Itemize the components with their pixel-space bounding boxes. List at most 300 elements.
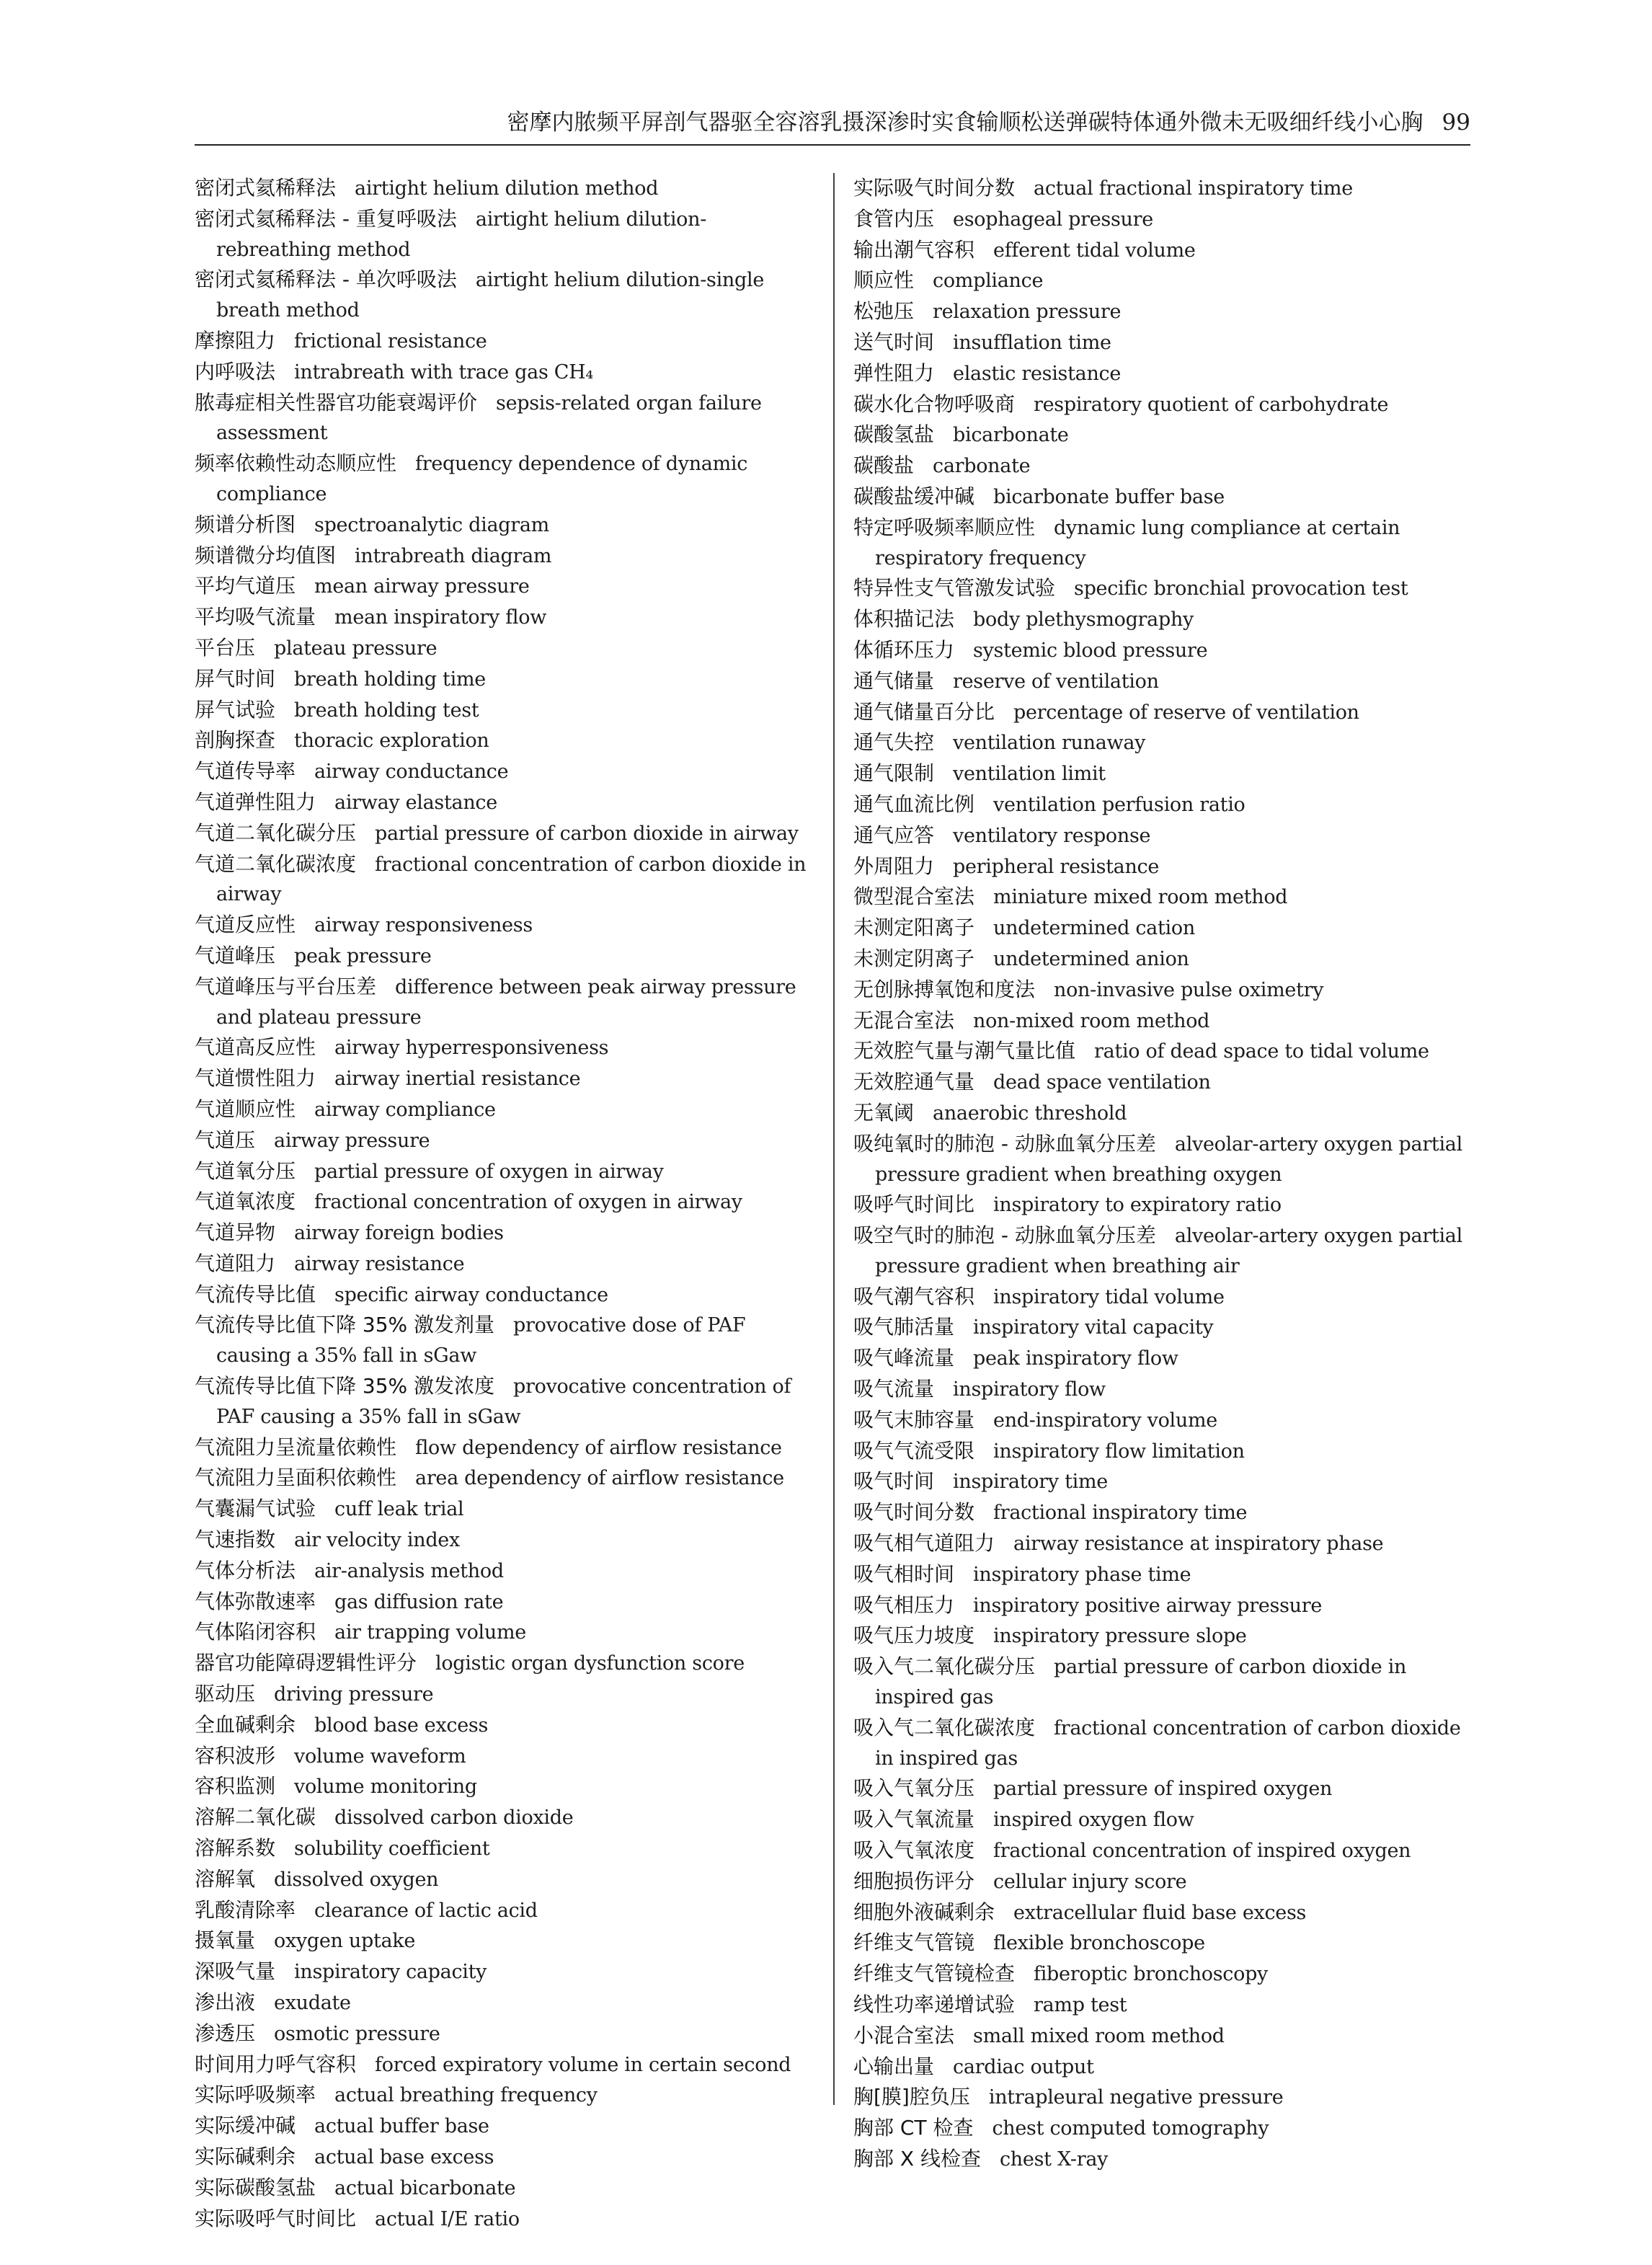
term-chinese: 平均气道压	[195, 574, 296, 598]
term-english: partial pressure of oxygen in airway	[314, 1160, 664, 1183]
term-english: peak inspiratory flow	[973, 1347, 1178, 1370]
glossary-entry	[195, 1987, 813, 2018]
term-english: respiratory quotient of carbohydrate	[1034, 393, 1389, 416]
term-english: cardiac output	[953, 2055, 1094, 2078]
term-chinese: 气体陷闭容积	[195, 1620, 316, 1644]
glossary-entry	[195, 1802, 813, 1833]
glossary-entry	[195, 1494, 813, 1525]
glossary-entry	[195, 633, 813, 664]
term-chinese: 内呼吸法	[195, 359, 276, 384]
term-chinese: 胸部 CT 检查	[853, 2116, 974, 2140]
term-chinese: 容积监测	[195, 1774, 276, 1799]
term-chinese: 溶解二氧化碳	[195, 1805, 316, 1830]
glossary-entry	[195, 695, 813, 726]
glossary-entry	[853, 666, 1472, 697]
term-chinese: 吸气相气道阻力	[853, 1531, 995, 1556]
term-english: specific airway conductance	[334, 1283, 608, 1306]
term-chinese: 实际吸气时间分数	[853, 176, 1016, 200]
glossary-entry	[195, 1187, 813, 1218]
glossary-entry	[195, 1864, 813, 1895]
term-chinese: 气流传导比值下降 35% 激发浓度	[195, 1374, 495, 1399]
glossary-entry	[853, 573, 1472, 604]
term-english: dynamic lung compliance at certain respiratory frequency	[875, 516, 1400, 569]
term-chinese: 未测定阴离子	[853, 946, 975, 970]
term-chinese: 细胞外液碱剩余	[853, 1900, 995, 1924]
glossary-entry	[853, 420, 1472, 451]
term-english: inspiratory time	[953, 1471, 1108, 1494]
term-english: insufflation time	[953, 331, 1111, 354]
term-chinese: 屏气试验	[195, 697, 276, 722]
term-chinese: 送气时间	[853, 329, 935, 354]
term-english: inspiratory flow limitation	[993, 1440, 1245, 1463]
glossary-entry	[853, 389, 1472, 420]
term-english: intrabreath with trace gas CH₄	[294, 360, 593, 384]
term-chinese: 时间用力呼气容积	[195, 2052, 357, 2076]
term-english: intrabreath diagram	[355, 544, 552, 567]
glossary-entry	[853, 1528, 1472, 1559]
term-chinese: 全血碱剩余	[195, 1712, 296, 1737]
term-chinese: 无混合室法	[853, 1008, 955, 1032]
term-english: airtight helium dilution-single breath method	[216, 269, 765, 322]
term-english: extracellular fluid base excess	[1013, 1901, 1307, 1924]
term-english: alveolar-artery oxygen partial pressure gradient when breathing oxygen	[875, 1132, 1462, 1186]
glossary-entry	[195, 910, 813, 941]
term-chinese: 未测定阳离子	[853, 916, 975, 940]
term-english: esophageal pressure	[953, 208, 1153, 231]
term-english: inspired oxygen flow	[993, 1809, 1194, 1832]
term-english: miniature mixed room method	[993, 886, 1288, 909]
glossary-entry	[195, 1587, 813, 1618]
term-english: ventilation limit	[953, 763, 1106, 786]
term-english: reserve of ventilation	[953, 670, 1159, 693]
glossary-entry	[853, 975, 1472, 1006]
term-english: volume monitoring	[294, 1776, 477, 1799]
term-english: actual bicarbonate	[334, 2176, 516, 2199]
term-english: relaxation pressure	[933, 301, 1122, 324]
term-chinese: 溶解氧	[195, 1866, 256, 1891]
glossary-entry	[853, 204, 1472, 235]
term-english: forced expiratory volume in certain second	[375, 2053, 791, 2076]
glossary-entry	[853, 1804, 1472, 1835]
glossary-entry	[853, 1436, 1472, 1467]
glossary-entry	[853, 1129, 1472, 1190]
term-chinese: 气流传导比值	[195, 1282, 316, 1306]
page-number: 99	[1442, 110, 1470, 136]
term-english: alveolar-artery oxygen partial pressure gradient when breathing air	[875, 1225, 1462, 1277]
term-chinese: 实际吸呼气时间比	[195, 2206, 357, 2230]
term-chinese: 食管内压	[853, 206, 935, 231]
term-chinese: 驱动压	[195, 1682, 256, 1706]
term-english: exudate	[274, 1992, 351, 2015]
term-chinese: 实际呼吸频率	[195, 2083, 316, 2107]
glossary-entry	[195, 1525, 813, 1556]
glossary-entry	[195, 357, 813, 388]
glossary-entry	[853, 1559, 1472, 1590]
term-english: airway pressure	[274, 1129, 430, 1152]
term-english: area dependency of airflow resistance	[415, 1467, 784, 1490]
term-chinese: 平均吸气流量	[195, 605, 316, 629]
term-english: airway conductance	[314, 761, 509, 784]
term-chinese: 线性功率递增试验	[853, 1993, 1016, 2017]
term-chinese: 器官功能障碍逻辑性评分	[195, 1651, 417, 1675]
term-chinese: 气道传导率	[195, 759, 296, 784]
term-chinese: 通气储量	[853, 668, 935, 693]
term-chinese: 气道异物	[195, 1220, 276, 1245]
term-english: actual I/E ratio	[375, 2207, 520, 2230]
term-chinese: 小混合室法	[853, 2023, 955, 2047]
term-chinese: 气道二氧化碳浓度	[195, 851, 357, 876]
term-english: cellular injury score	[993, 1870, 1187, 1893]
glossary-entry	[195, 1895, 813, 1926]
term-english: efferent tidal volume	[993, 239, 1196, 262]
term-english: actual base excess	[314, 2146, 494, 2168]
term-chinese: 吸气潮气容积	[853, 1284, 975, 1308]
glossary-entry	[853, 451, 1472, 482]
term-chinese: 吸气末肺容量	[853, 1407, 975, 1432]
term-english: airway compliance	[314, 1098, 496, 1121]
term-chinese: 气道弹性阻力	[195, 789, 316, 814]
term-english: inspiratory pressure slope	[993, 1625, 1247, 1648]
term-chinese: 气道峰压与平台压差	[195, 974, 377, 998]
term-english: percentage of reserve of ventilation	[1013, 701, 1359, 724]
term-chinese: 脓毒症相关性器官功能衰竭评价	[195, 390, 478, 415]
term-chinese: 吸气气流受限	[853, 1438, 975, 1463]
glossary-entry	[195, 664, 813, 695]
term-english: volume waveform	[294, 1745, 466, 1768]
glossary-entry	[853, 1866, 1472, 1897]
term-english: dissolved oxygen	[274, 1868, 439, 1891]
term-chinese: 屏气时间	[195, 666, 276, 691]
term-chinese: 通气失控	[853, 730, 935, 755]
term-english: provocative dose of PAF causing a 35% fall in sGaw	[216, 1314, 746, 1368]
term-chinese: 吸气时间分数	[853, 1500, 975, 1525]
glossary-entry	[853, 1897, 1472, 1928]
glossary-entry	[195, 1833, 813, 1864]
glossary-entry	[195, 1125, 813, 1156]
term-english: inspiratory vital capacity	[973, 1316, 1214, 1339]
term-chinese: 无氧阈	[853, 1100, 915, 1125]
term-english: mean airway pressure	[314, 575, 530, 598]
glossary-entry	[195, 2018, 813, 2049]
glossary-entry	[195, 204, 813, 265]
glossary-entry	[195, 2173, 813, 2204]
term-chinese: 吸入气二氧化碳浓度	[853, 1715, 1036, 1739]
glossary-entry	[853, 2144, 1472, 2175]
term-english: flow dependency of airflow resistance	[415, 1436, 782, 1459]
glossary-entry	[195, 2080, 813, 2111]
term-english: non-invasive pulse oximetry	[1054, 978, 1324, 1001]
term-english: frictional resistance	[294, 329, 487, 353]
term-chinese: 纤维支气管镜检查	[853, 1962, 1016, 1986]
glossary-entry	[195, 1925, 813, 1956]
glossary-entry	[853, 1312, 1472, 1343]
term-english: actual fractional inspiratory time	[1034, 177, 1353, 200]
glossary-entry	[853, 1959, 1472, 1990]
glossary-entry	[853, 758, 1472, 789]
term-english: non-mixed room method	[973, 1009, 1210, 1032]
term-chinese: 胸[膜]腔负压	[853, 2085, 970, 2109]
glossary-entry	[853, 1405, 1472, 1436]
term-chinese: 吸呼气时间比	[853, 1192, 975, 1217]
glossary-entry	[195, 1710, 813, 1741]
term-chinese: 频谱微分均值图	[195, 543, 337, 567]
term-english: small mixed room method	[973, 2024, 1225, 2047]
term-english: airway hyperresponsiveness	[334, 1037, 609, 1060]
term-chinese: 气囊漏气试验	[195, 1497, 316, 1521]
term-english: ventilation perfusion ratio	[993, 793, 1245, 816]
term-chinese: 通气储量百分比	[853, 699, 995, 724]
term-chinese: 碳水化合物呼吸商	[853, 391, 1016, 416]
glossary-entry	[853, 1713, 1472, 1774]
term-english: bicarbonate buffer base	[993, 485, 1225, 508]
glossary-entry	[195, 1310, 813, 1371]
term-english: fractional concentration of carbon dioxide in airway	[216, 853, 807, 906]
glossary-entry	[853, 1189, 1472, 1220]
glossary-entry	[195, 1617, 813, 1648]
term-english: chest X-ray	[999, 2148, 1109, 2171]
glossary-entry	[853, 1374, 1472, 1405]
term-english: inspiratory capacity	[294, 1961, 487, 1984]
glossary-entry	[853, 944, 1472, 975]
term-chinese: 气道反应性	[195, 913, 296, 937]
term-english: ventilation runaway	[953, 732, 1146, 755]
glossary-entry	[195, 1741, 813, 1772]
term-english: inspiratory flow	[953, 1378, 1106, 1401]
glossary-entry	[853, 1928, 1472, 1959]
term-chinese: 实际缓冲碱	[195, 2114, 296, 2138]
term-english: difference between peak airway pressure and plateau pressure	[216, 975, 796, 1029]
glossary-entry	[853, 265, 1472, 296]
term-english: dissolved carbon dioxide	[334, 1807, 574, 1830]
term-chinese: 气道顺应性	[195, 1096, 296, 1121]
term-chinese: 吸入气氧分压	[853, 1776, 975, 1801]
term-chinese: 细胞损伤评分	[853, 1869, 975, 1893]
term-english: air velocity index	[294, 1529, 460, 1552]
term-english: cuff leak trial	[334, 1498, 464, 1521]
glossary-entry	[853, 820, 1472, 851]
term-english: inspiratory tidal volume	[993, 1285, 1225, 1308]
term-english: breath holding time	[294, 668, 486, 691]
glossary-entry	[195, 725, 813, 756]
glossary-entry	[853, 1773, 1472, 1804]
glossary-entry	[195, 756, 813, 787]
term-english: provocative concentration of PAF causing a 35% fall in sGaw	[216, 1375, 791, 1428]
term-chinese: 吸纯氧时的肺泡 - 动脉血氧分压差	[853, 1131, 1156, 1156]
glossary-entry	[853, 1652, 1472, 1713]
term-english: anaerobic threshold	[933, 1102, 1127, 1125]
glossary-entry	[195, 1648, 813, 1679]
term-chinese: 频率依赖性动态顺应性	[195, 451, 397, 476]
term-chinese: 无效腔通气量	[853, 1070, 975, 1094]
term-english: specific bronchial provocation test	[1074, 577, 1408, 600]
term-english: peripheral resistance	[953, 855, 1160, 878]
term-english: airway responsiveness	[314, 914, 533, 937]
term-chinese: 吸气相时间	[853, 1561, 955, 1586]
term-english: fractional concentration of oxygen in airway	[314, 1191, 742, 1214]
term-chinese: 弹性阻力	[853, 360, 935, 385]
term-chinese: 心输出量	[853, 2054, 935, 2078]
glossary-entry	[853, 1621, 1472, 1652]
header-title: 密摩内脓频平屏剖气器驱全容溶乳摄深渗时实食输顺松送弹碳特体通外微未无吸细纤线小心胸	[507, 110, 1424, 136]
term-chinese: 溶解系数	[195, 1836, 276, 1861]
term-chinese: 平台压	[195, 635, 256, 660]
glossary-entry	[853, 913, 1472, 944]
glossary-entry	[853, 2021, 1472, 2052]
term-chinese: 吸入气二氧化碳分压	[853, 1654, 1036, 1679]
running-header	[195, 101, 1470, 146]
term-english: body plethysmography	[973, 608, 1194, 631]
term-chinese: 无创脉搏氧饱和度法	[853, 977, 1036, 1001]
term-chinese: 气流阻力呈流量依赖性	[195, 1435, 397, 1459]
term-chinese: 吸气时间	[853, 1469, 935, 1494]
glossary-entry	[853, 513, 1472, 574]
glossary-entry	[195, 787, 813, 818]
term-english: airway foreign bodies	[294, 1222, 504, 1245]
glossary-entry	[195, 2111, 813, 2142]
glossary-entry	[195, 1771, 813, 1802]
term-english: compliance	[933, 270, 1044, 293]
term-chinese: 碳酸盐缓冲碱	[853, 484, 975, 508]
glossary-entry	[195, 1063, 813, 1094]
term-chinese: 吸空气时的肺泡 - 动脉血氧分压差	[853, 1223, 1156, 1248]
term-english: airtight helium dilution method	[355, 177, 659, 200]
term-chinese: 实际碳酸氢盐	[195, 2175, 316, 2199]
term-chinese: 气道峰压	[195, 943, 276, 967]
glossary-entry	[195, 1032, 813, 1063]
term-english: actual breathing frequency	[334, 2084, 598, 2107]
term-english: fiberoptic bronchoscopy	[1034, 1963, 1269, 1986]
term-chinese: 实际碱剩余	[195, 2145, 296, 2168]
term-english: carbonate	[933, 455, 1031, 478]
term-chinese: 气体分析法	[195, 1558, 296, 1582]
glossary-entry	[195, 541, 813, 572]
term-chinese: 输出潮气容积	[853, 237, 975, 262]
term-chinese: 通气应答	[853, 823, 935, 847]
term-chinese: 气道高反应性	[195, 1035, 316, 1060]
term-chinese: 通气血流比例	[853, 792, 975, 816]
term-chinese: 体积描记法	[853, 607, 955, 631]
term-chinese: 松弛压	[853, 299, 915, 324]
term-english: end-inspiratory volume	[993, 1409, 1217, 1432]
glossary-entry	[195, 448, 813, 510]
term-english: air trapping volume	[334, 1621, 526, 1644]
term-english: fractional concentration of inspired oxygen	[993, 1840, 1411, 1863]
glossary-entry	[195, 941, 813, 972]
term-english: gas diffusion rate	[334, 1590, 504, 1613]
glossary-entry	[195, 849, 813, 910]
term-english: ramp test	[1034, 1994, 1127, 2017]
glossary-entry	[853, 1098, 1472, 1129]
term-chinese: 气速指数	[195, 1528, 276, 1552]
term-chinese: 气流阻力呈面积依赖性	[195, 1466, 397, 1490]
term-chinese: 碳酸盐	[853, 453, 915, 478]
term-english: undetermined cation	[993, 917, 1195, 940]
term-chinese: 吸入气氧流量	[853, 1807, 975, 1832]
term-english: fractional inspiratory time	[993, 1502, 1248, 1525]
term-english: flexible bronchoscope	[993, 1932, 1205, 1955]
term-chinese: 碳酸氢盐	[853, 422, 935, 447]
glossary-entry	[853, 1036, 1472, 1067]
term-english: airway elastance	[334, 791, 497, 814]
glossary-entry	[853, 1067, 1472, 1098]
term-english: plateau pressure	[274, 637, 438, 660]
term-english: intrapleural negative pressure	[988, 2086, 1284, 2109]
glossary-entry	[853, 1220, 1472, 1282]
glossary-entry	[853, 1006, 1472, 1037]
term-chinese: 气道氧浓度	[195, 1189, 296, 1214]
term-chinese: 气道氧分压	[195, 1158, 296, 1183]
term-chinese: 吸气相压力	[853, 1592, 955, 1617]
term-english: chest computed tomography	[992, 2117, 1269, 2140]
glossary-entry	[853, 697, 1472, 728]
term-chinese: 吸气压力坡度	[853, 1623, 975, 1648]
term-english: partial pressure of carbon dioxide in airway	[375, 822, 799, 845]
term-english: partial pressure of inspired oxygen	[993, 1778, 1333, 1801]
glossary-entry	[195, 1218, 813, 1249]
term-english: airway resistance at inspiratory phase	[1013, 1533, 1384, 1556]
term-chinese: 气道二氧化碳分压	[195, 820, 357, 845]
glossary-entry	[853, 851, 1472, 882]
glossary-entry	[195, 510, 813, 541]
term-chinese: 摄氧量	[195, 1928, 256, 1953]
term-chinese: 通气限制	[853, 761, 935, 786]
term-chinese: 吸气峰流量	[853, 1346, 955, 1370]
term-chinese: 顺应性	[853, 268, 915, 293]
term-chinese: 气道阻力	[195, 1251, 276, 1275]
term-english: blood base excess	[314, 1714, 489, 1737]
glossary-entry	[195, 1371, 813, 1432]
glossary-entry	[853, 2082, 1472, 2113]
term-chinese: 容积波形	[195, 1743, 276, 1768]
term-chinese: 深吸气量	[195, 1959, 276, 1984]
term-chinese: 剖胸探查	[195, 728, 276, 753]
term-chinese: 气道惯性阻力	[195, 1066, 316, 1091]
glossary-column-left	[195, 173, 813, 2234]
glossary-entry	[195, 388, 813, 449]
glossary-entry	[195, 972, 813, 1033]
term-chinese: 无效腔气量与潮气量比值	[853, 1039, 1076, 1063]
glossary-entry	[195, 571, 813, 602]
glossary-entry	[195, 1156, 813, 1187]
term-english: osmotic pressure	[274, 2022, 440, 2045]
term-chinese: 渗出液	[195, 1990, 256, 2015]
term-english: thoracic exploration	[294, 730, 489, 753]
term-english: bicarbonate	[953, 424, 1069, 447]
glossary-entry	[195, 2142, 813, 2173]
glossary-entry	[853, 482, 1472, 513]
term-chinese: 胸部 X 线检查	[853, 2147, 981, 2171]
glossary-entry	[853, 296, 1472, 327]
column-divider	[833, 173, 835, 2105]
glossary-entry	[195, 265, 813, 326]
glossary-entry	[195, 818, 813, 849]
term-chinese: 微型混合室法	[853, 885, 975, 909]
term-chinese: 气道压	[195, 1127, 256, 1152]
glossary-entry	[853, 1590, 1472, 1621]
glossary-entry	[853, 1343, 1472, 1374]
term-chinese: 纤维支气管镜	[853, 1931, 975, 1955]
glossary-entry	[853, 2113, 1472, 2144]
glossary-entry	[195, 1280, 813, 1311]
glossary-entry	[853, 1835, 1472, 1866]
glossary-entry	[853, 327, 1472, 358]
glossary-entry	[195, 1679, 813, 1710]
term-english: inspiratory to expiratory ratio	[993, 1194, 1282, 1217]
term-english: sepsis-related organ failure assessment	[216, 391, 762, 445]
glossary-entry	[853, 1282, 1472, 1313]
glossary-entry	[853, 882, 1472, 913]
glossary-entry	[195, 2049, 813, 2080]
